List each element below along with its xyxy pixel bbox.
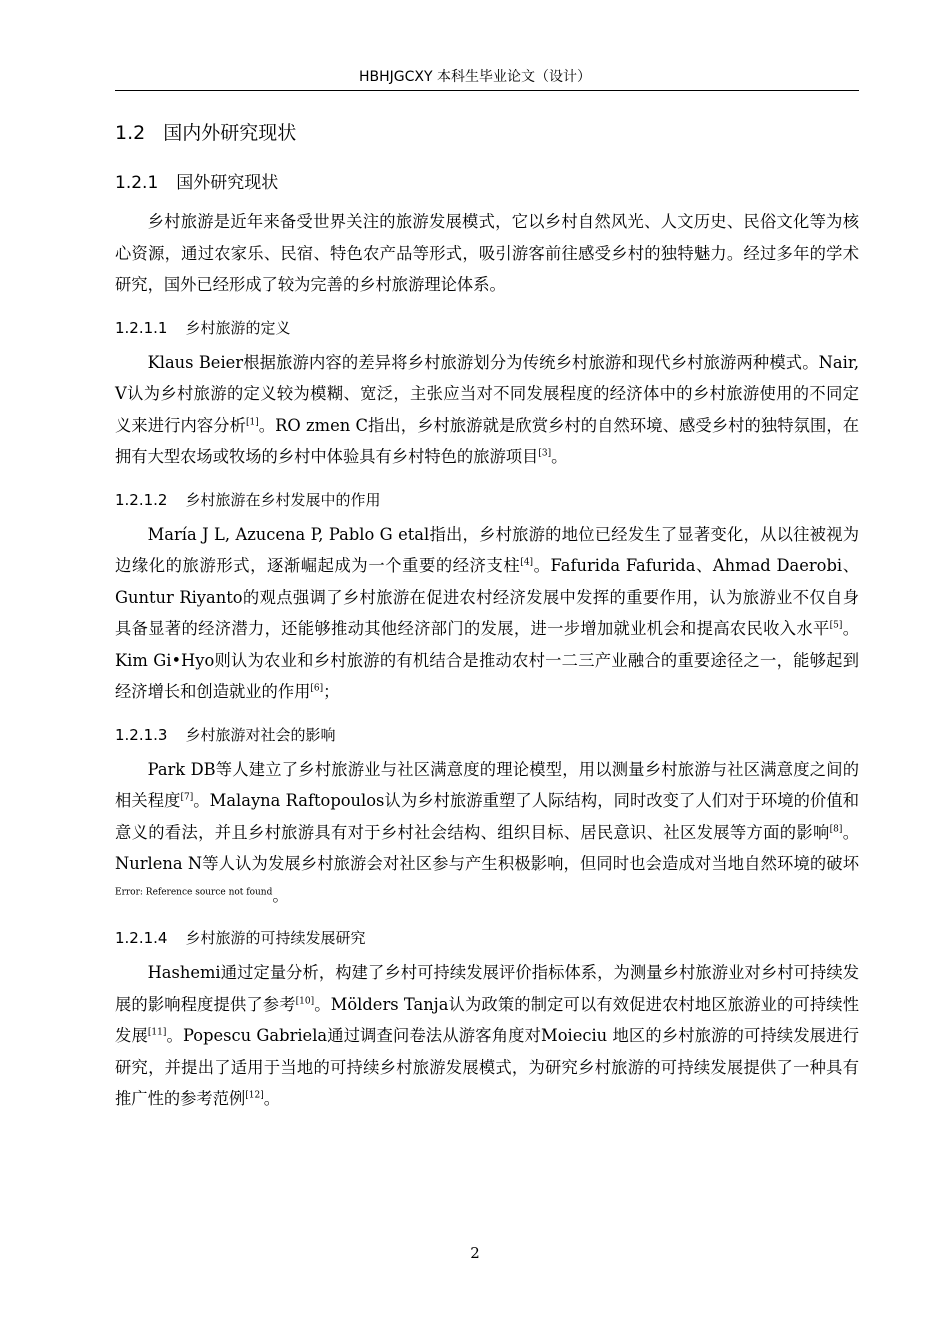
- text-run: 。Popescu Gabriela通过调查问卷法从游客角度对Moieciu 地区的乡村旅游的可持续发展进行研究，并提出了适用于当地的可持续乡村旅游发展模式，为研究乡村旅游的可持续发展提供了一种具有推广性的参考范例: [115, 1026, 859, 1108]
- header-divider: [115, 90, 859, 91]
- intro-paragraph: 乡村旅游是近年来备受世界关注的旅游发展模式，它以乡村自然风光、人文历史、民俗文化等为核心资源，通过农家乐、民宿、特色农产品等形式，吸引游客前往感受乡村的独特魅力。经过多年的学术研究，国外已经形成了较为完善的乡村旅游理论体系。: [115, 212, 859, 294]
- text-run: 。Mölders Tanja认为政策的制定可以有效促进农村地区旅游业的可持续性发展: [115, 994, 859, 1045]
- heading-number: 1.2.1.1: [115, 318, 168, 337]
- paragraph-role: [115, 519, 859, 708]
- section-number: 1.2: [115, 122, 146, 144]
- section-heading: [115, 120, 859, 146]
- text-run: María J L, Azucena P, Pablo G etal指出，乡村旅游的地位已经发生了显著变化，从以往被视为边缘化的旅游形式，逐渐崛起成为一个重要的经济支柱: [115, 524, 859, 575]
- text-run: 。Fafurida Fafurida、Ahmad Daerobi、Guntur Riyanto的观点强调了乡村旅游在促进农村经济发展中发挥的重要作用，认为旅游业不仅自身具备显著的经济潜力，还能够推动其他经济部门的发展，进一步增加就业机会和提高农民收入水平: [115, 556, 859, 638]
- citation: [3]: [538, 448, 552, 459]
- heading-number: 1.2.1.2: [115, 490, 168, 509]
- citation: [4]: [520, 557, 534, 568]
- citation: [1]: [245, 417, 259, 428]
- subsection-heading: [115, 170, 859, 196]
- text-run: 。RO zmen C指出，乡村旅游就是欣赏乡村的自然环境、感受乡村的独特氛围，在拥有大型农场或牧场的乡村中体验具有乡村特色的旅游项目: [115, 415, 859, 466]
- page-body: [115, 112, 859, 1123]
- subsection-title: 国外研究现状: [176, 173, 279, 193]
- subsection-number: 1.2.1: [115, 173, 159, 193]
- citation: [8]: [829, 824, 843, 835]
- heading-title: 乡村旅游的可持续发展研究: [185, 929, 366, 947]
- heading-title: 乡村旅游对社会的影响: [185, 725, 336, 744]
- section-title: 国内外研究现状: [163, 122, 297, 144]
- citation-error: Error: Reference source not found: [115, 887, 273, 898]
- citation: [7]: [180, 792, 194, 803]
- page-header-title: HBHJGCXY 本科生毕业论文（设计）: [358, 69, 591, 85]
- paragraph-definition: [115, 347, 859, 473]
- heading-sustainability: [115, 925, 859, 951]
- paragraph-sustainability: [115, 957, 859, 1115]
- paragraph-social-impact: [115, 754, 859, 912]
- citation: [5]: [829, 620, 843, 631]
- text-run: 。: [551, 447, 568, 466]
- text-run: Hashemi通过定量分析，构建了乡村可持续发展评价指标体系，为测量乡村旅游业对乡村可持续发展的影响程度提供了参考: [115, 963, 859, 1014]
- text-run: Park DB等人建立了乡村旅游业与社区满意度的理论模型，用以测量乡村旅游与社区满意度之间的相关程度: [115, 759, 859, 810]
- heading-social-impact: [115, 722, 859, 748]
- citation: [12]: [245, 1090, 264, 1101]
- citation: [11]: [147, 1027, 167, 1038]
- citation: [10]: [295, 996, 315, 1007]
- heading-number: 1.2.1.4: [115, 929, 168, 947]
- text-run: 。: [263, 1089, 281, 1108]
- text-run: 。Kim Gi•Hyo则认为农业和乡村旅游的有机结合是推动农村一二三产业融合的重要途径之一，能够起到经济增长和创造就业的作用: [115, 619, 859, 701]
- text-run: 。: [272, 885, 289, 905]
- text-run: 。Malayna Raftopoulos认为乡村旅游重塑了人际结构，同时改变了人们对于环境的价值和意义的看法，并且乡村旅游具有对于乡村社会结构、组织目标、居民意识、社区发展等方面的影响: [115, 791, 859, 842]
- text-run: ；: [323, 682, 340, 701]
- heading-role: [115, 487, 859, 513]
- heading-number: 1.2.1.3: [115, 725, 168, 744]
- citation: [6]: [310, 683, 324, 694]
- text-run: 。Nurlena N等人认为发展乡村旅游会对社区参与产生积极影响，但同时也会造成对当地自然环境的破坏: [115, 822, 859, 873]
- text-run: Klaus Beier根据旅游内容的差异将乡村旅游划分为传统乡村旅游和现代乡村旅游两种模式。Nair, V认为乡村旅游的定义较为模糊、宽泛，主张应当对不同发展程度的经济体中的乡村旅游使用的不同定义来进行内容分析: [115, 352, 859, 435]
- heading-title: 乡村旅游的定义: [185, 318, 291, 337]
- heading-title: 乡村旅游在乡村发展中的作用: [185, 490, 381, 509]
- heading-definition: [115, 315, 859, 341]
- page-number: 2: [470, 1244, 480, 1262]
